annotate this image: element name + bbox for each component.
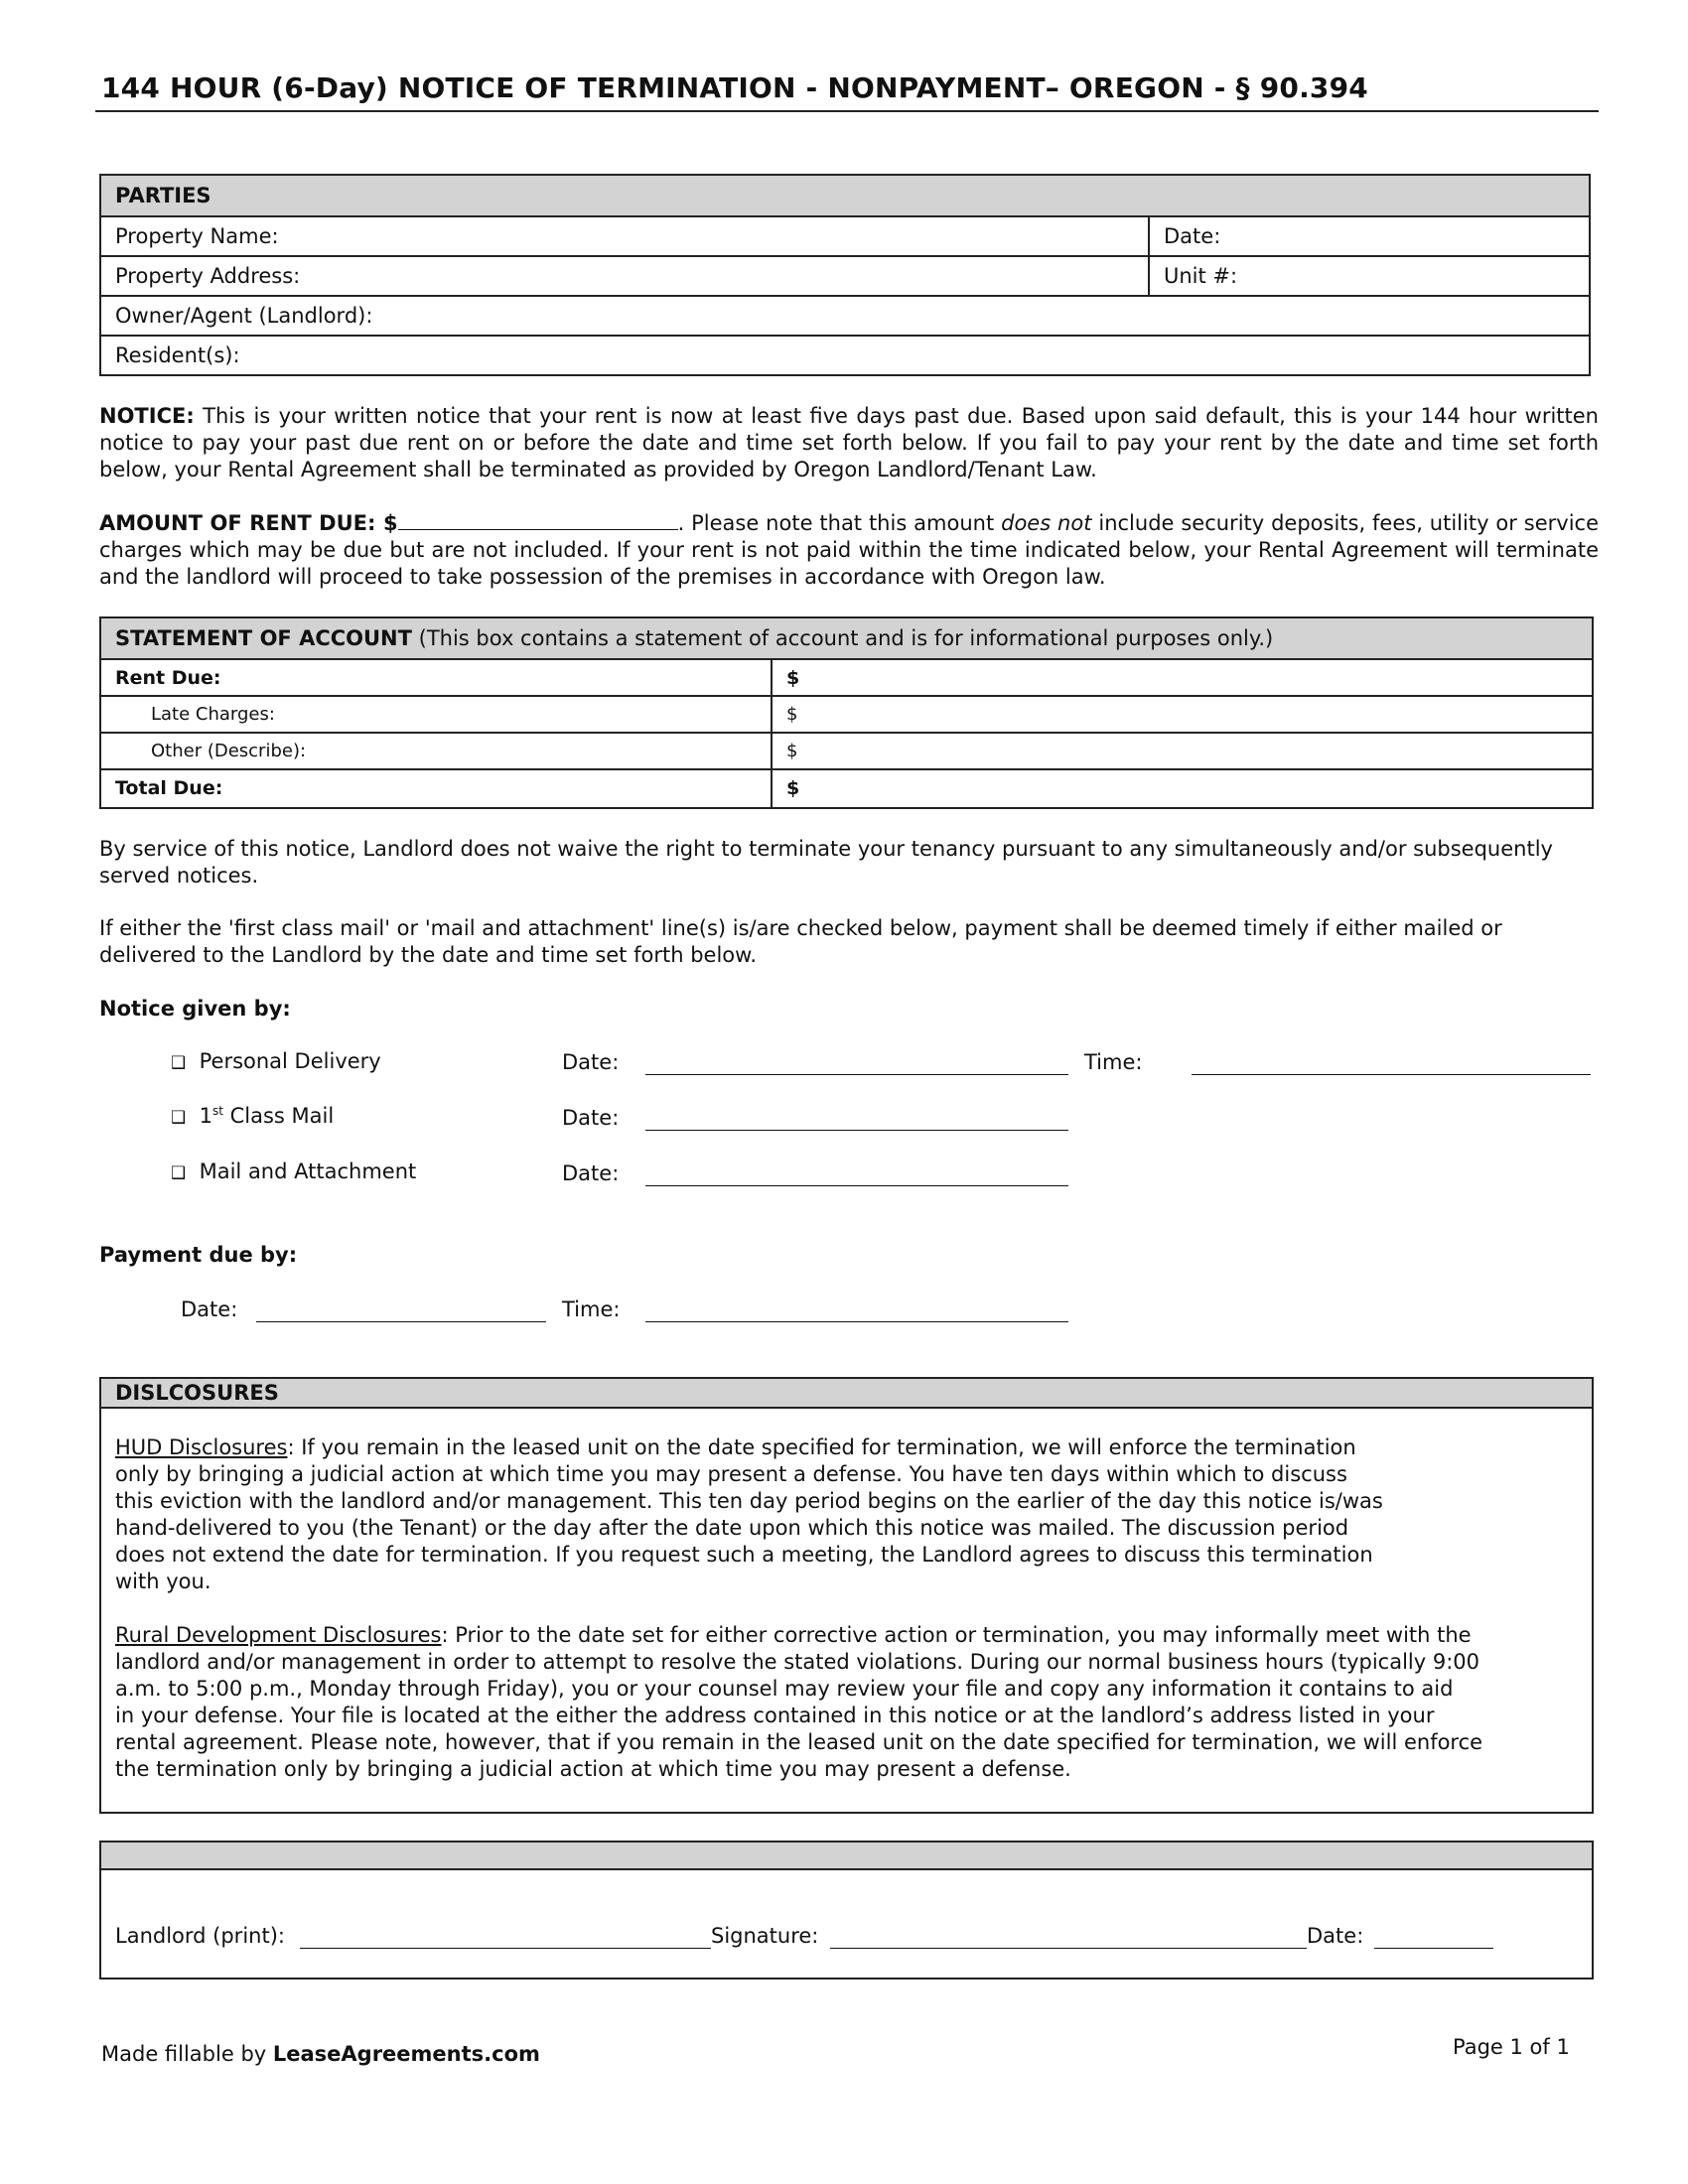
- property-name-field[interactable]: Property Name:: [101, 217, 1150, 257]
- amount-due-emphasis: does not: [1001, 511, 1092, 535]
- first-class-prefix: 1: [199, 1104, 212, 1128]
- rural-line: in your defense. Your file is located at the either the address contained in this notice or at the landlord’s address listed in your: [115, 1704, 1435, 1727]
- total-due-value[interactable]: $: [786, 777, 800, 799]
- hud-line: with you.: [115, 1570, 211, 1593]
- mail-attachment-date-label: Date:: [562, 1161, 620, 1185]
- page-title: 144 HOUR (6-Day) NOTICE OF TERMINATION - NONPAYMENT– OREGON - § 90.394: [101, 71, 1368, 104]
- rural-line: landlord and/or management in order to attempt to resolve the stated violations. During our normal business hours (typically 9:00: [115, 1650, 1480, 1674]
- mail-attachment-date-input[interactable]: [645, 1185, 1068, 1186]
- mail-attachment-label: Mail and Attachment: [199, 1160, 417, 1183]
- landlord-print-input[interactable]: [300, 1948, 711, 1949]
- hud-line: only by bringing a judicial action at which time you may present a defense. You have ten days within which to discuss: [115, 1462, 1347, 1486]
- personal-delivery-time-input[interactable]: [1192, 1074, 1591, 1075]
- amount-due-label: AMOUNT OF RENT DUE: $: [99, 511, 398, 535]
- first-class-sup: st: [211, 1104, 223, 1118]
- signature-header-bar: [101, 1843, 1592, 1870]
- notice-text: This is your written notice that your rent is now at least five days past due. Based upon said default, this is your 144 hour written notice to pay your past due rent on or before the date and time set forth below. If you fail to pay your rent by the date and time set forth below, your Rental Agreement shall be terminated as provided by Oregon Landlord/Tenant Law.: [99, 404, 1599, 481]
- page-number: Page 1 of 1: [1453, 2035, 1570, 2059]
- hud-title: HUD Disclosures: [115, 1435, 288, 1459]
- rent-due-value[interactable]: $: [773, 660, 1592, 697]
- date-field[interactable]: Date:: [1150, 217, 1589, 257]
- payment-due-date-label: Date:: [181, 1297, 238, 1321]
- payment-due-time-label: Time:: [562, 1297, 621, 1321]
- signature-input[interactable]: [830, 1948, 1307, 1949]
- first-class-mail-option[interactable]: [171, 1104, 334, 1128]
- mail-paragraph: If either the 'first class mail' or 'mail and attachment' line(s) is/are checked below, payment shall be deemed timely if either mailed or delivered to the Landlord by the date and time set forth below.: [99, 916, 1502, 967]
- other-charges-value[interactable]: $: [773, 734, 1592, 770]
- residents-field[interactable]: Resident(s):: [115, 343, 240, 367]
- statement-header-note: (This box contains a statement of account and is for informational purposes only.): [411, 626, 1274, 650]
- amount-due-text-after: include security deposits, fees, utility or service charges which may be due but are not included. If your rent is not paid within the time indicated below, your Rental Agreement will terminate and the landlord will proceed to take possession of the premises in accordance with Oregon law.: [99, 511, 1600, 589]
- statement-header-title: STATEMENT OF ACCOUNT: [115, 626, 412, 650]
- landlord-print-label: Landlord (print):: [115, 1924, 285, 1948]
- hud-line: hand-delivered to you (the Tenant) or the day after the date upon which this notice was mailed. The discussion period: [115, 1516, 1349, 1540]
- signature-date-label: Date:: [1307, 1924, 1364, 1948]
- notice-label: NOTICE:: [99, 404, 195, 428]
- personal-delivery-date-input[interactable]: [645, 1074, 1068, 1075]
- personal-delivery-time-label: Time:: [1084, 1050, 1143, 1074]
- checkbox-icon[interactable]: ❑: [171, 1108, 187, 1128]
- disclosures-header: DISLCOSURES: [101, 1379, 1592, 1409]
- owner-agent-field[interactable]: Owner/Agent (Landlord):: [101, 297, 1589, 337]
- personal-delivery-label: Personal Delivery: [199, 1049, 381, 1073]
- unit-field[interactable]: Unit #:: [1150, 257, 1589, 297]
- other-charges-label: Other (Describe):: [101, 734, 773, 770]
- amount-due-input[interactable]: [398, 511, 678, 530]
- footer-credit: [101, 2042, 540, 2066]
- first-class-mail-date-label: Date:: [562, 1106, 620, 1130]
- parties-table: [99, 174, 1591, 376]
- payment-due-date-input[interactable]: [256, 1321, 546, 1322]
- signature-date-input[interactable]: [1374, 1948, 1493, 1949]
- checkbox-icon[interactable]: ❑: [171, 1053, 187, 1073]
- notice-given-heading: Notice given by:: [99, 997, 291, 1021]
- amount-due-text-before: . Please note that this amount: [677, 511, 1002, 535]
- personal-delivery-date-label: Date:: [562, 1050, 620, 1074]
- rural-line: rental agreement. Please note, however, that if you remain in the leased unit on the date specified for termination, we will enforce: [115, 1730, 1483, 1754]
- total-due-label: Total Due:: [101, 770, 773, 807]
- hud-disclosure: [115, 1434, 1575, 1595]
- notice-paragraph: [99, 403, 1599, 483]
- hud-line: this eviction with the landlord and/or management. This ten day period begins on the earlier of the day this notice is/was: [115, 1489, 1383, 1513]
- first-class-mail-date-input[interactable]: [645, 1130, 1068, 1131]
- rural-disclosure: [115, 1622, 1585, 1783]
- disclosures-box: [99, 1377, 1594, 1814]
- rural-line: a.m. to 5:00 p.m., Monday through Friday), you or your counsel may review your file and copy any information it contains to aid: [115, 1677, 1454, 1701]
- rural-line: : Prior to the date set for either corrective action or termination, you may informally meet with the: [441, 1623, 1472, 1647]
- statement-header: [101, 618, 1592, 660]
- personal-delivery-option[interactable]: [171, 1049, 381, 1073]
- payment-due-heading: Payment due by:: [99, 1243, 298, 1267]
- parties-header: PARTIES: [101, 176, 1589, 217]
- mail-attachment-option[interactable]: [171, 1160, 416, 1183]
- signature-label: Signature:: [711, 1924, 819, 1948]
- waiver-paragraph: By service of this notice, Landlord does not waive the right to terminate your tenancy pursuant to any simultaneously and/or subsequently served notices.: [99, 837, 1553, 887]
- late-charges-label: Late Charges:: [101, 697, 773, 734]
- first-class-mail-label: Class Mail: [222, 1104, 335, 1128]
- property-address-field[interactable]: Property Address:: [101, 257, 1150, 297]
- checkbox-icon[interactable]: ❑: [171, 1163, 187, 1183]
- late-charges-value[interactable]: $: [773, 697, 1592, 734]
- statement-table: [99, 616, 1594, 809]
- rural-title: Rural Development Disclosures: [115, 1623, 442, 1647]
- hud-line: does not extend the date for termination. If you request such a meeting, the Landlord agrees to discuss this termination: [115, 1543, 1373, 1567]
- footer-brand: LeaseAgreements.com: [272, 2042, 540, 2066]
- rural-line: the termination only by bringing a judicial action at which time you may present a defense.: [115, 1757, 1071, 1781]
- signature-box: [99, 1841, 1594, 1979]
- footer-made-by: Made fillable by: [101, 2042, 273, 2066]
- title-divider: [95, 110, 1599, 112]
- amount-due-paragraph: [99, 510, 1599, 591]
- payment-due-time-input[interactable]: [645, 1321, 1068, 1322]
- hud-line: : If you remain in the leased unit on the date specified for termination, we will enforce the termination: [287, 1435, 1356, 1459]
- rent-due-label: Rent Due:: [101, 660, 773, 697]
